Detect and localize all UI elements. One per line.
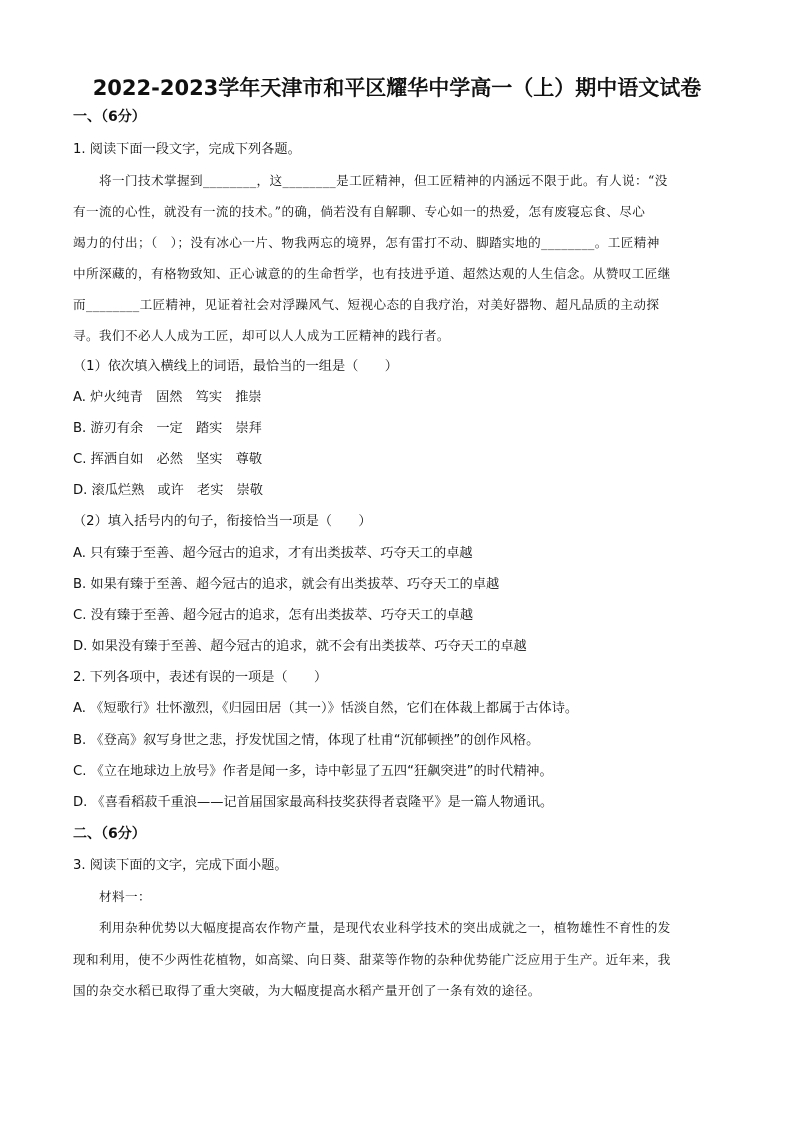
material-label: 材料一： — [99, 889, 151, 904]
option-a: A. 《短歌行》壮怀激烈，《归园田居（其一）》恬淡自然，它们在体裁上都属于古体诗。 — [73, 701, 579, 716]
passage-2-line: 国的杂交水稻已取得了重大突破，为大幅度提高水稻产量开创了一条有效的途径。 — [73, 983, 541, 998]
section-1-heading: 一、（6分） — [73, 109, 146, 125]
passage-1-line: 有一流的心性，就没有一流的技术。”的确，倘若没有自解聊、专心如一的热爱，怎有废寝忘食、尽心 — [73, 204, 646, 219]
option-d: D. 滚瓜烂熟 或许 老实 崇敬 — [73, 483, 263, 498]
sub-question-1: （1）依次填入横线上的词语，最恰当的一组是（ ） — [73, 359, 398, 374]
section-2-heading: 二、（6分） — [73, 826, 146, 842]
passage-1-line: 寻。我们不必人人成为工匠，却可以人人成为工匠精神的践行者。 — [73, 328, 450, 343]
option-c: C. 挥洒自如 必然 坚实 尊敬 — [73, 452, 263, 467]
option-d: D. 如果没有臻于至善、超今冠古的追求，就不会有出类拔萃、巧夺天工的卓越 — [73, 639, 527, 654]
passage-2-line: 现和利用，使不少两性花植物，如高粱、向日葵、甜菜等作物的杂种优势能广泛应用于生产。近年来，我 — [73, 952, 671, 967]
option-a: A. 炉火纯青 固然 笃实 推崇 — [73, 390, 262, 405]
option-a: A. 只有臻于至善、超今冠古的追求，才有出类拔萃、巧夺天工的卓越 — [73, 546, 473, 561]
passage-1-line: 而________工匠精神，见证着社会对浮躁风气、短视心态的自我疗治，对美好器物、超凡品质的主动探 — [73, 297, 660, 312]
passage-1-line: 将一门技术掌握到________，这________是工匠精神，但工匠精神的内涵远不限于此。有人说：“没 — [99, 173, 668, 188]
sub-question-2: （2）填入括号内的句子，衔接恰当一项是（ ） — [73, 514, 372, 529]
option-b: B. 如果有臻于至善、超今冠古的追求，就会有出类拔萃、巧夺天工的卓越 — [73, 577, 500, 592]
question-1-intro: 1. 阅读下面一段文字，完成下列各题。 — [73, 142, 301, 157]
passage-2-line: 利用杂种优势以大幅度提高农作物产量，是现代农业科学技术的突出成就之一，植物雄性不育性的发 — [99, 920, 671, 935]
passage-1-line: 竭力的付出；（ ）；没有冰心一片、物我两忘的境界，怎有雷打不动、脚踏实地的________。工匠精神 — [73, 235, 660, 250]
question-2: 2. 下列各项中，表述有误的一项是（ ） — [73, 670, 328, 685]
passage-1-line: 中所深藏的，有格物致知、正心诚意的的生命哲学，也有技进乎道、超然达观的人生信念。从赞叹工匠继 — [73, 266, 671, 281]
option-c: C. 没有臻于至善、超今冠古的追求，怎有出类拔萃、巧夺天工的卓越 — [73, 608, 474, 623]
option-c: C. 《立在地球边上放号》作者是闻一多，诗中彰显了五四“狂飙突进”的时代精神。 — [73, 764, 553, 779]
page-title: 2022-2023学年天津市和平区耀华中学高一（上）期中语文试卷 — [92, 76, 702, 100]
option-b: B. 《登高》叙写身世之悲，抒发忧国之情，体现了杜甫“沉郁顿挫”的创作风格。 — [73, 733, 540, 748]
option-b: B. 游刃有余 一定 踏实 崇拜 — [73, 421, 262, 436]
question-3-intro: 3. 阅读下面的文字，完成下面小题。 — [73, 858, 288, 873]
option-d: D. 《喜看稻菽千重浪——记首届国家最高科技奖获得者袁隆平》是一篇人物通讯。 — [73, 795, 554, 810]
